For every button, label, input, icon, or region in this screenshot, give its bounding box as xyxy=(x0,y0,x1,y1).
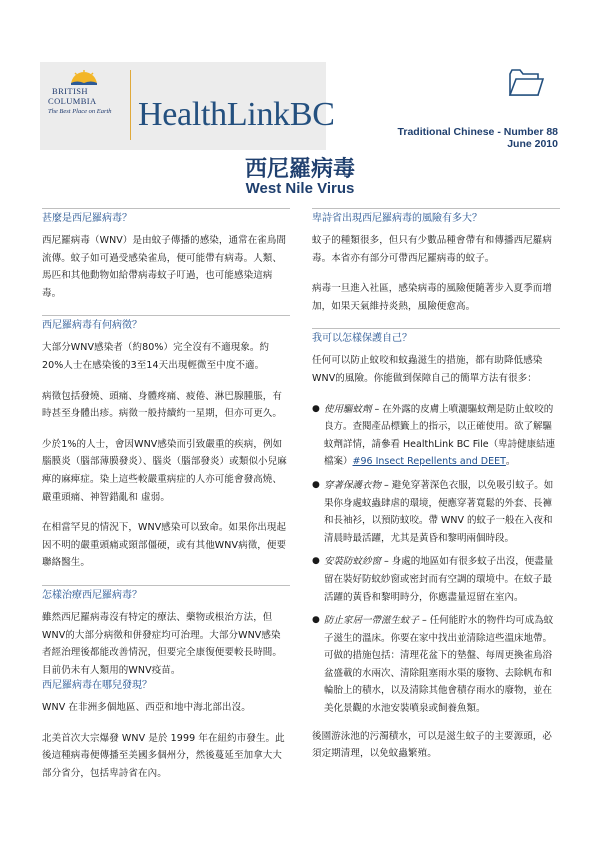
bullet-icon: ● xyxy=(312,479,320,490)
bullet-icon: ● xyxy=(312,556,320,567)
paragraph: 少於1%的人士，會因WNV感染而引致嚴重的疾病，例如腦膜炎（腦部薄膜發炎）、腦炎（腦部發炎）或類似小兒麻痺的麻痺症。染上這些較嚴重病症的人亦可能會發高燒、嚴重頭痛、神智錯亂和 虛弱。 xyxy=(42,438,287,503)
bc-logo-tagline: The Best Place on Earth xyxy=(48,108,112,115)
tip-text: – 身處的地區如有很多蚊子出沒，便盡量留在裝好防蚊紗窗或密封而有空調的環境中。在蚊子最活躍的黃昏和黎明時分，你應盡量逗留在室內。 xyxy=(324,556,554,603)
bc-logo-line1: BRITISH xyxy=(52,86,88,96)
paragraph: WNV 在非洲多個地區、西亞和地中海北部出沒。 xyxy=(42,702,251,714)
bullet-icon: ● xyxy=(312,403,320,414)
paragraph: 大部分WNV感染者（約80%）完全沒有不適現象。約20%人士在感染後的3至14天出現輕微至中度不適。 xyxy=(42,342,270,371)
section-heading: 卑詩省出現西尼羅病毒的風險有多大？ xyxy=(312,208,560,225)
section-heading: 我可以怎樣保護自己？ xyxy=(312,328,560,345)
tip-term: 安裝防蚊紗窗 xyxy=(324,556,382,568)
series-date: June 2010 xyxy=(507,138,558,150)
tip-term: 穿著保護衣物 xyxy=(324,479,382,491)
bullet-icon: ● xyxy=(312,615,320,626)
logo-divider xyxy=(130,70,131,140)
bc-logo-line2: COLUMBIA xyxy=(48,96,97,106)
tip-text: – 任何能貯水的物件均可成為蚊子滋生的溫床。你要在家中找出並清除這些溫床地帶。可做的措施包括：清理花盆下的墊盤、每周更換雀鳥浴盆盛載的水兩次、清除阻塞雨水渠的廢物、去除帆布和輪胎上的積水，以及清除其他會積存雨水的廢物，並在美化景觀的水池安裝噴泉或飼養魚類。 xyxy=(324,615,554,715)
document-series xyxy=(398,126,558,150)
tip-term: 防止家居一帶滋生蚊子 xyxy=(324,615,420,627)
paragraph: 病毒一旦進入社區，感染病毒的風險便隨著步入夏季而增加，如果天氣維持炎熱，風險便愈高。 xyxy=(312,283,553,312)
page-title-chinese: 西尼羅病毒 xyxy=(244,157,355,182)
list-item xyxy=(312,612,560,718)
tip-term: 使用驅蚊劑 xyxy=(324,403,372,415)
right-column xyxy=(312,208,560,776)
paragraph: 西尼羅病毒（WNV）是由蚊子傳播的感染，通常在雀鳥間流傳。蚊子如可過受感染雀鳥，便可能帶有病毒。人類、馬匹和其他動物如給帶病毒蚊子叮過，也可能感染這病毒。 xyxy=(42,235,287,299)
section-heading: 怎樣治療西尼羅病毒？ xyxy=(42,585,290,602)
folder-icon xyxy=(508,66,544,98)
tip-text: – 在外露的皮膚上噴灑驅蚊劑是防止蚊咬的良方。查閱產品標籤上的指示，以正確使用。欲了解驅蚊劑詳情，請參看 HealthLink BC File（卑詩健康結連檔案） xyxy=(324,403,556,468)
paragraph: 北美首次大宗爆發 WNV 是於 1999 年在紐約市發生。此後這種病毒便傳播至美國多個州分，然後蔓延至加拿大大部分省分，包括卑詩省在內。 xyxy=(42,732,285,780)
section-heading: 西尼羅病毒有何病徵？ xyxy=(42,315,290,332)
paragraph: 蚊子的種類很多，但只有少數品種會帶有和傳播西尼羅病毒。本省亦有部分可帶西尼羅病毒的蚊子。 xyxy=(312,235,553,264)
series-number: Traditional Chinese - Number 88 xyxy=(397,126,558,138)
paragraph: 後園游泳池的污濁積水，可以是滋生蚊子的主要源頭，必須定期清理，以免蚊蟲繁殖。 xyxy=(312,730,553,760)
page-title-english: West Nile Virus xyxy=(245,180,355,197)
brand-name: HealthLinkBC xyxy=(138,96,335,133)
list-item xyxy=(312,477,560,547)
paragraph: 任何可以防止蚊咬和蚊蟲滋生的措施，都有助降低感染WNV的風險。你能做到保障自己的簡單方法有很多： xyxy=(312,355,543,384)
paragraph: 病徵包括發燒、頭痛、身體疼痛、疲倦、淋巴腺腫脹，有時甚至身體出疹。病徵一般持續約一星期，但亦可更久。 xyxy=(42,390,283,420)
insect-repellents-link[interactable]: #96 Insect Repellents and DEET xyxy=(352,456,506,468)
protection-tips-list xyxy=(312,401,560,718)
tip-text: – 避免穿著深色衣服，以免吸引蚊子。如果你身處蚊蟲肆虐的環境，便應穿著寬鬆的外套、長褲和長袖衫，以預防蚊咬。帶 WNV 的蚊子一般在入夜和清晨時最活躍，尤其是黃昏和黎明兩個時段。 xyxy=(324,479,554,544)
paragraph: 雖然西尼羅病毒沒有特定的療法、藥物或根治方法，但WNV的大部分病徵和併發症均可治理。大部分WNV感染者經治理後都能改善情況，但要完全康復便要較長時間。目前仍未有人類用的WNV疫苗。 xyxy=(42,611,283,676)
section-heading: 甚麼是西尼羅病毒？ xyxy=(42,208,290,225)
bc-logo xyxy=(48,70,128,140)
section-heading: 西尼羅病毒在哪兒發現？ xyxy=(42,680,152,692)
sun-icon xyxy=(69,70,99,85)
paragraph: 在相當罕見的情況下，WNV感染可以致命。如果你出現起因不明的嚴重頭痛或頸部僵硬，或有其他WNV病徵，便要聯絡醫生。 xyxy=(42,522,287,569)
list-item xyxy=(312,553,560,606)
tip-text-end: 。 xyxy=(505,456,516,468)
left-column xyxy=(42,208,290,796)
list-item xyxy=(312,401,560,471)
